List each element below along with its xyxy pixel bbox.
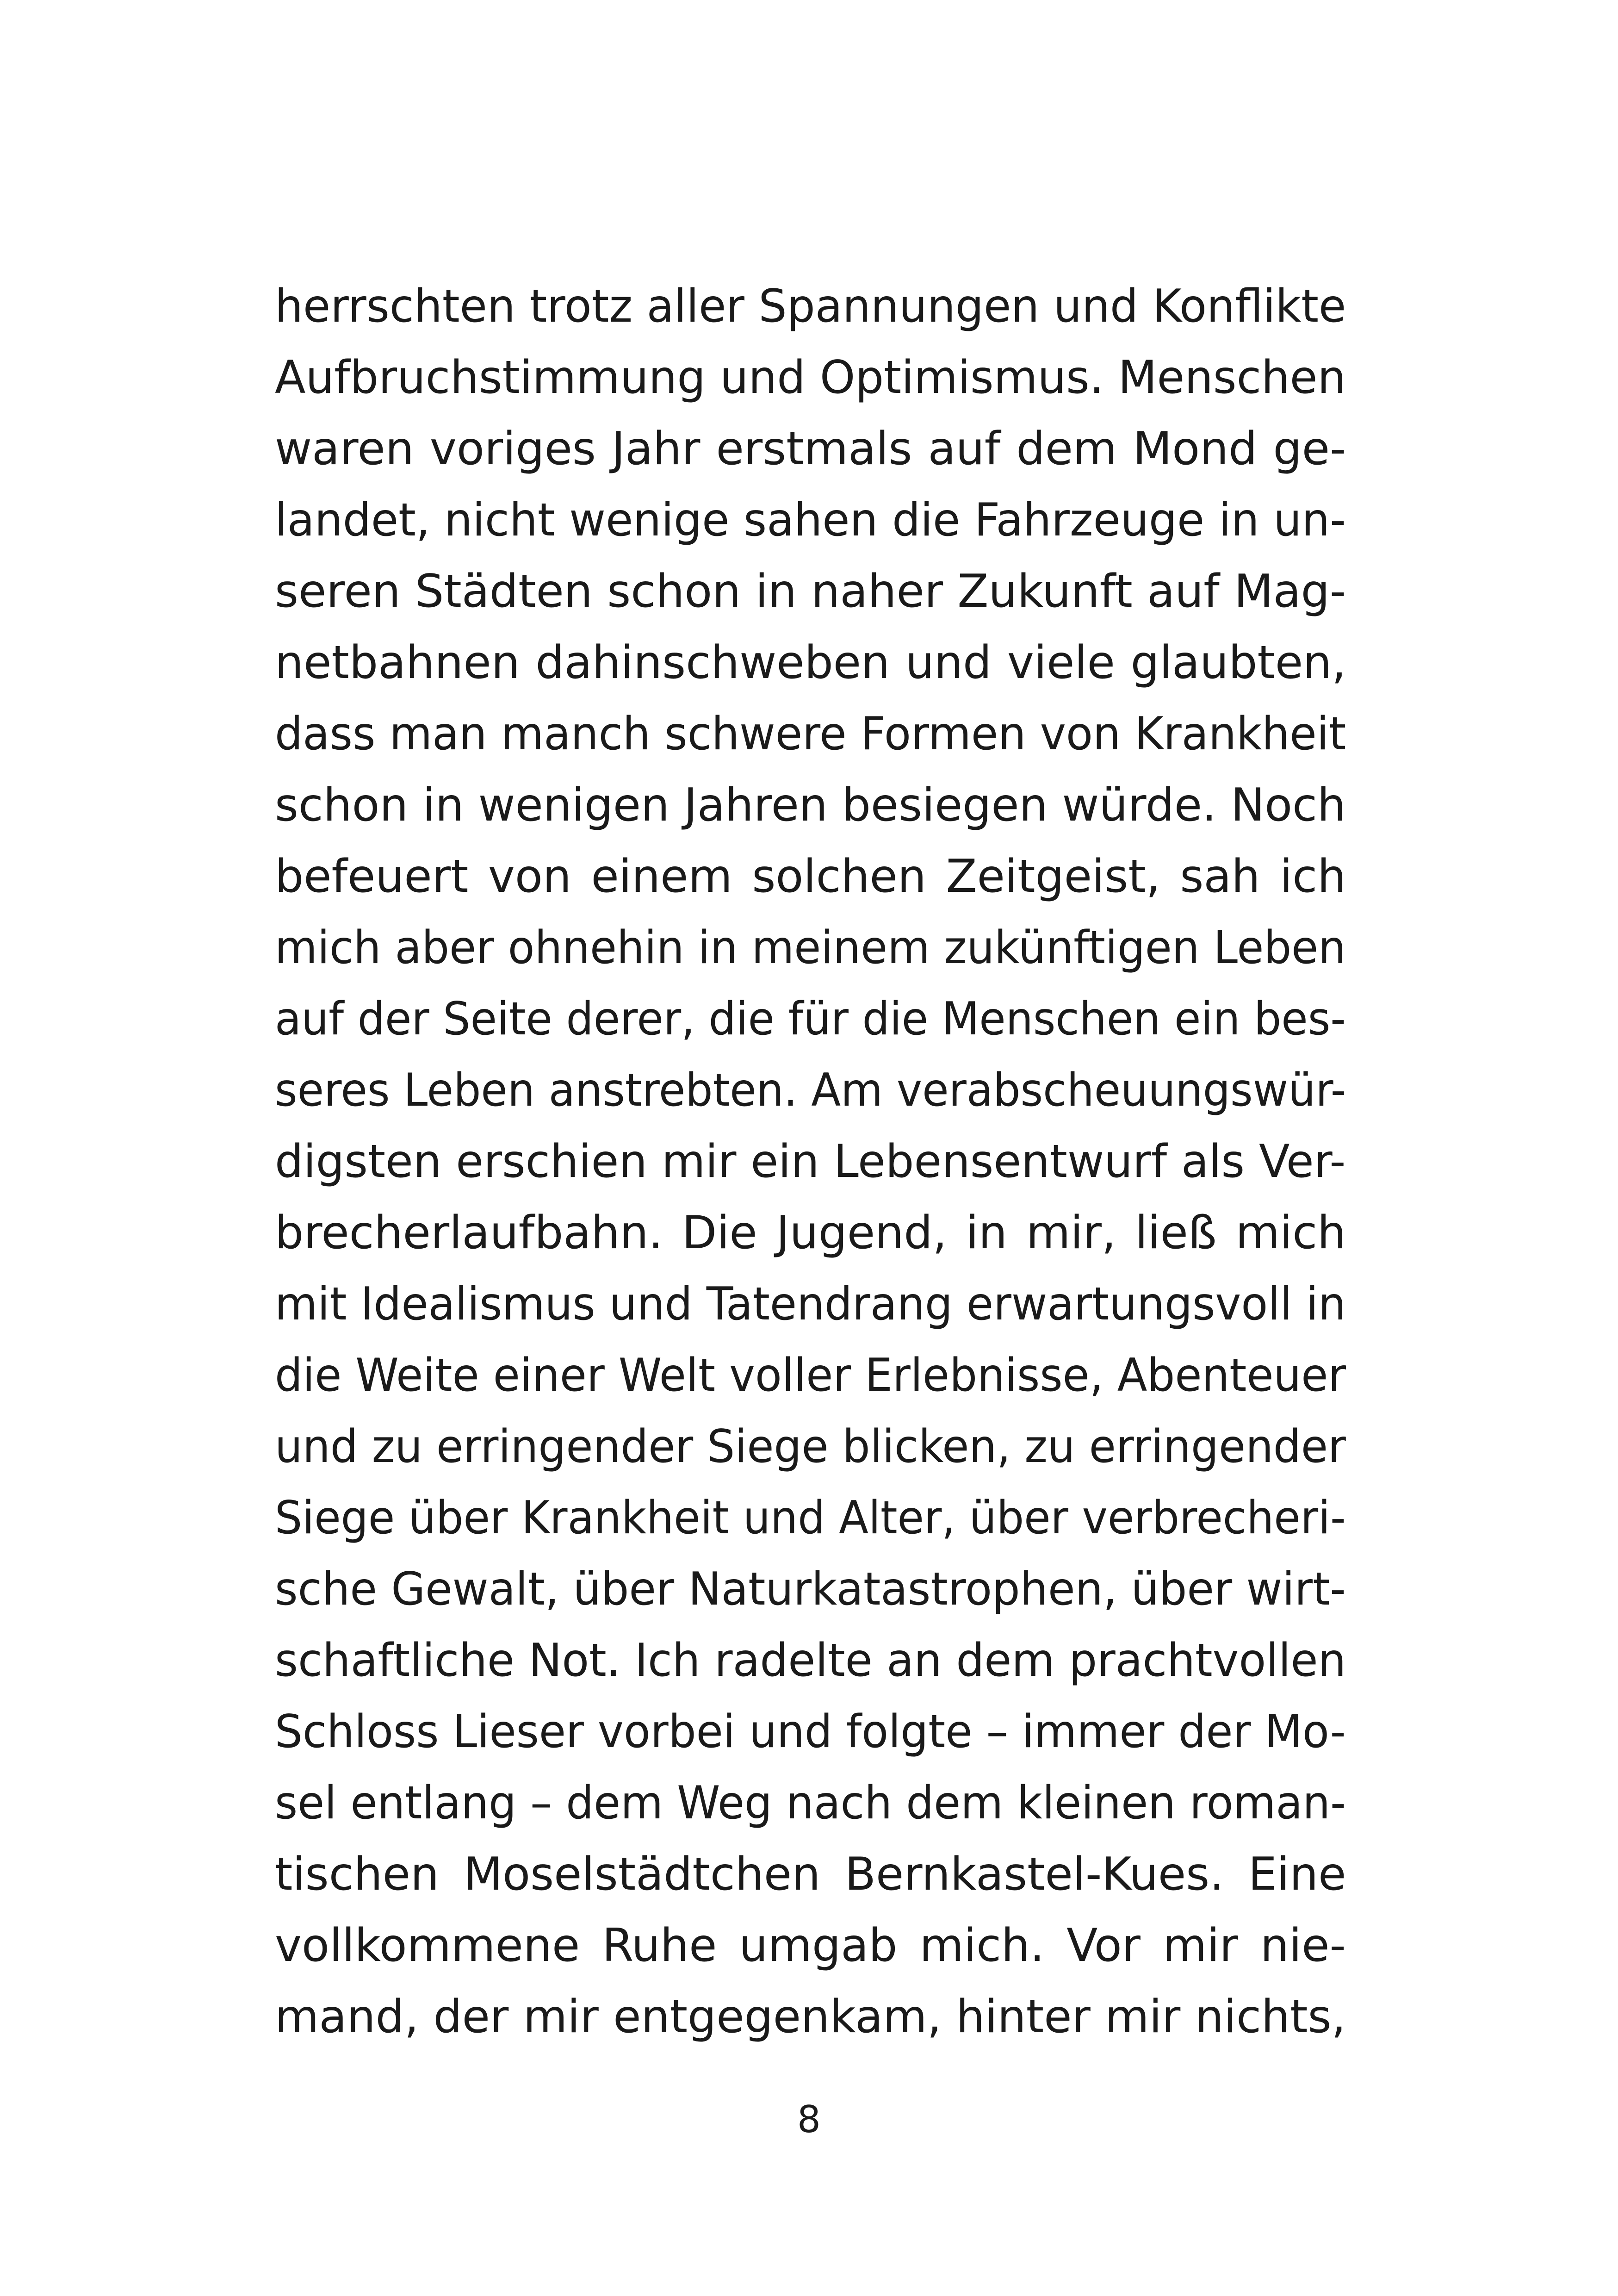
text-line: mand, der mir entgegenkam, hinter mir nichts, bbox=[275, 1991, 1346, 2043]
text-line: seres Leben anstrebten. Am verabscheuungswür- bbox=[275, 1064, 1346, 1117]
text-line: digsten erschien mir ein Lebensentwurf als Ver- bbox=[275, 1135, 1346, 1188]
text-line: seren Städten schon in naher Zukunft auf Mag- bbox=[275, 565, 1346, 618]
text-line: Siege über Krankheit und Alter, über verbrecheri- bbox=[275, 1492, 1346, 1544]
text-line: sel entlang – dem Weg nach dem kleinen roman- bbox=[275, 1777, 1346, 1829]
text-line: die Weite einer Welt voller Erlebnisse, Abenteuer bbox=[275, 1349, 1346, 1402]
text-line: schon in wenigen Jahren besiegen würde. Noch bbox=[275, 779, 1346, 832]
text-line: dass man manch schwere Formen von Krankheit bbox=[275, 708, 1346, 760]
text-line: waren voriges Jahr erstmals auf dem Mond ge- bbox=[275, 423, 1346, 475]
text-line: landet, nicht wenige sahen die Fahrzeuge in un- bbox=[275, 494, 1346, 547]
text-line: auf der Seite derer, die für die Menschen ein bes- bbox=[275, 993, 1346, 1045]
text-line: mich aber ohnehin in meinem zukünftigen Leben bbox=[275, 921, 1346, 974]
body-text bbox=[275, 271, 1346, 2053]
text-line: Aufbruchstimmung und Optimismus. Menschen bbox=[275, 351, 1346, 404]
text-line: und zu erringender Siege blicken, zu erringender bbox=[275, 1420, 1346, 1473]
text-line: sche Gewalt, über Naturkatastrophen, über wirt- bbox=[275, 1563, 1346, 1616]
text-line: schaftliche Not. Ich radelte an dem prachtvollen bbox=[275, 1634, 1346, 1687]
text-line: vollkommene Ruhe umgab mich. Vor mir nie- bbox=[275, 1919, 1346, 1972]
text-line: brecherlaufbahn. Die Jugend, in mir, ließ mich bbox=[275, 1207, 1346, 1259]
text-line: befeuert von einem solchen Zeitgeist, sah ich bbox=[275, 850, 1346, 903]
text-line: Schloss Lieser vorbei und folgte – immer der Mo- bbox=[275, 1705, 1346, 1758]
text-line: mit Idealismus und Tatendrang erwartungsvoll in bbox=[275, 1278, 1346, 1331]
text-line: tischen Moselstädtchen Bernkastel-Kues. Eine bbox=[275, 1848, 1346, 1901]
text-line: netbahnen dahinschweben und viele glaubten, bbox=[275, 636, 1346, 689]
page-number: 8 bbox=[797, 2098, 821, 2141]
text-line: herrschten trotz aller Spannungen und Konflikte bbox=[275, 280, 1346, 333]
